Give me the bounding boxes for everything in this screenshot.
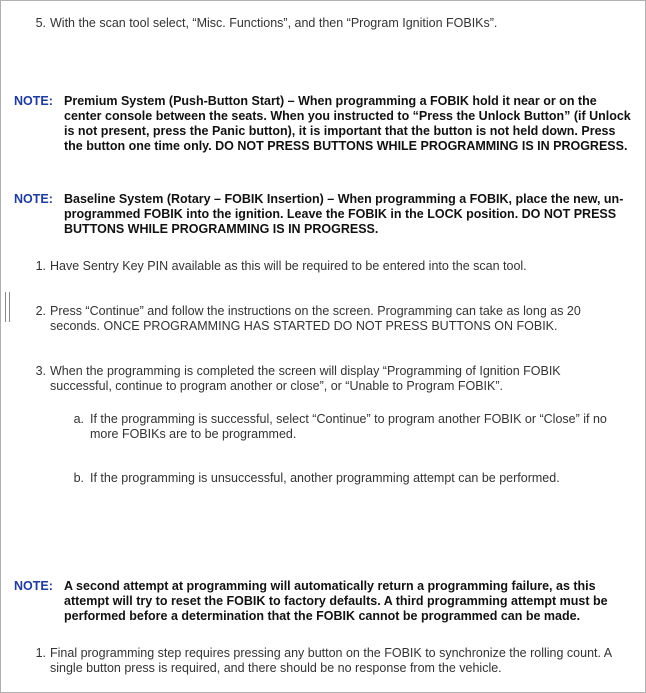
- note-text: A second attempt at programming will automatically return a programming failure, as this attempt will try to reset the FOBIK to factory defaults. A third programming attempt must be performed before a determination that the FOBIK cannot be programmed can be made.: [64, 579, 608, 623]
- note-label: NOTE:: [14, 94, 53, 108]
- step-text: Final programming step requires pressing any button on the FOBIK to synchronize the rolling count. A single button press is required, and there should be no response from the vehicle.: [50, 646, 612, 675]
- note-text: Baseline System (Rotary – FOBIK Insertion) – When programming a FOBIK, place the new, un-programmed FOBIK into the ignition. Leave the FOBIK in the LOCK position. DO NOT PRESS BUTTONS WHILE PROGRAMMING IS IN PROGRESS.: [64, 192, 624, 236]
- substep-text: If the programming is successful, select “Continue” to program another FOBIK or “Close” if no more FOBIKs are to be programmed.: [90, 412, 607, 441]
- substep-text: If the programming is unsuccessful, another programming attempt can be performed.: [90, 471, 560, 485]
- step-text: Press “Continue” and follow the instructions on the screen. Programming can take as long as 20 seconds. ONCE PROGRAMMING HAS STARTED DO NOT PRESS BUTTONS ON FOBIK.: [50, 304, 581, 333]
- step-text: When the programming is completed the screen will display “Programming of Ignition FOBIK successful, continue to program another or close”, or “Unable to Program FOBIK”.: [50, 364, 561, 393]
- step-number: 2.: [35, 304, 46, 318]
- step-text: Have Sentry Key PIN available as this will be required to be entered into the scan tool.: [50, 259, 527, 273]
- step-number: 3.: [35, 364, 46, 378]
- substep-letter: b.: [73, 471, 84, 485]
- step-number: 1.: [35, 259, 46, 273]
- step-number: 5.: [35, 16, 46, 30]
- substep-letter: a.: [73, 412, 84, 426]
- note-label: NOTE:: [14, 579, 53, 593]
- step-text: With the scan tool select, “Misc. Functions”, and then “Program Ignition FOBIKs”.: [50, 16, 498, 30]
- note-text: Premium System (Push-Button Start) – When programming a FOBIK hold it near or on the center console between the seats. When you instructed to “Press the Unlock Button” (if Unlock is not present, press the Panic button), it is important that the button is not held down. Press the button one time only. DO NOT PRESS BUTTONS WHILE PROGRAMMING IS IN PROGRESS.: [64, 94, 631, 153]
- margin-marker: [5, 292, 10, 322]
- step-number: 1.: [35, 646, 46, 660]
- note-label: NOTE:: [14, 192, 53, 206]
